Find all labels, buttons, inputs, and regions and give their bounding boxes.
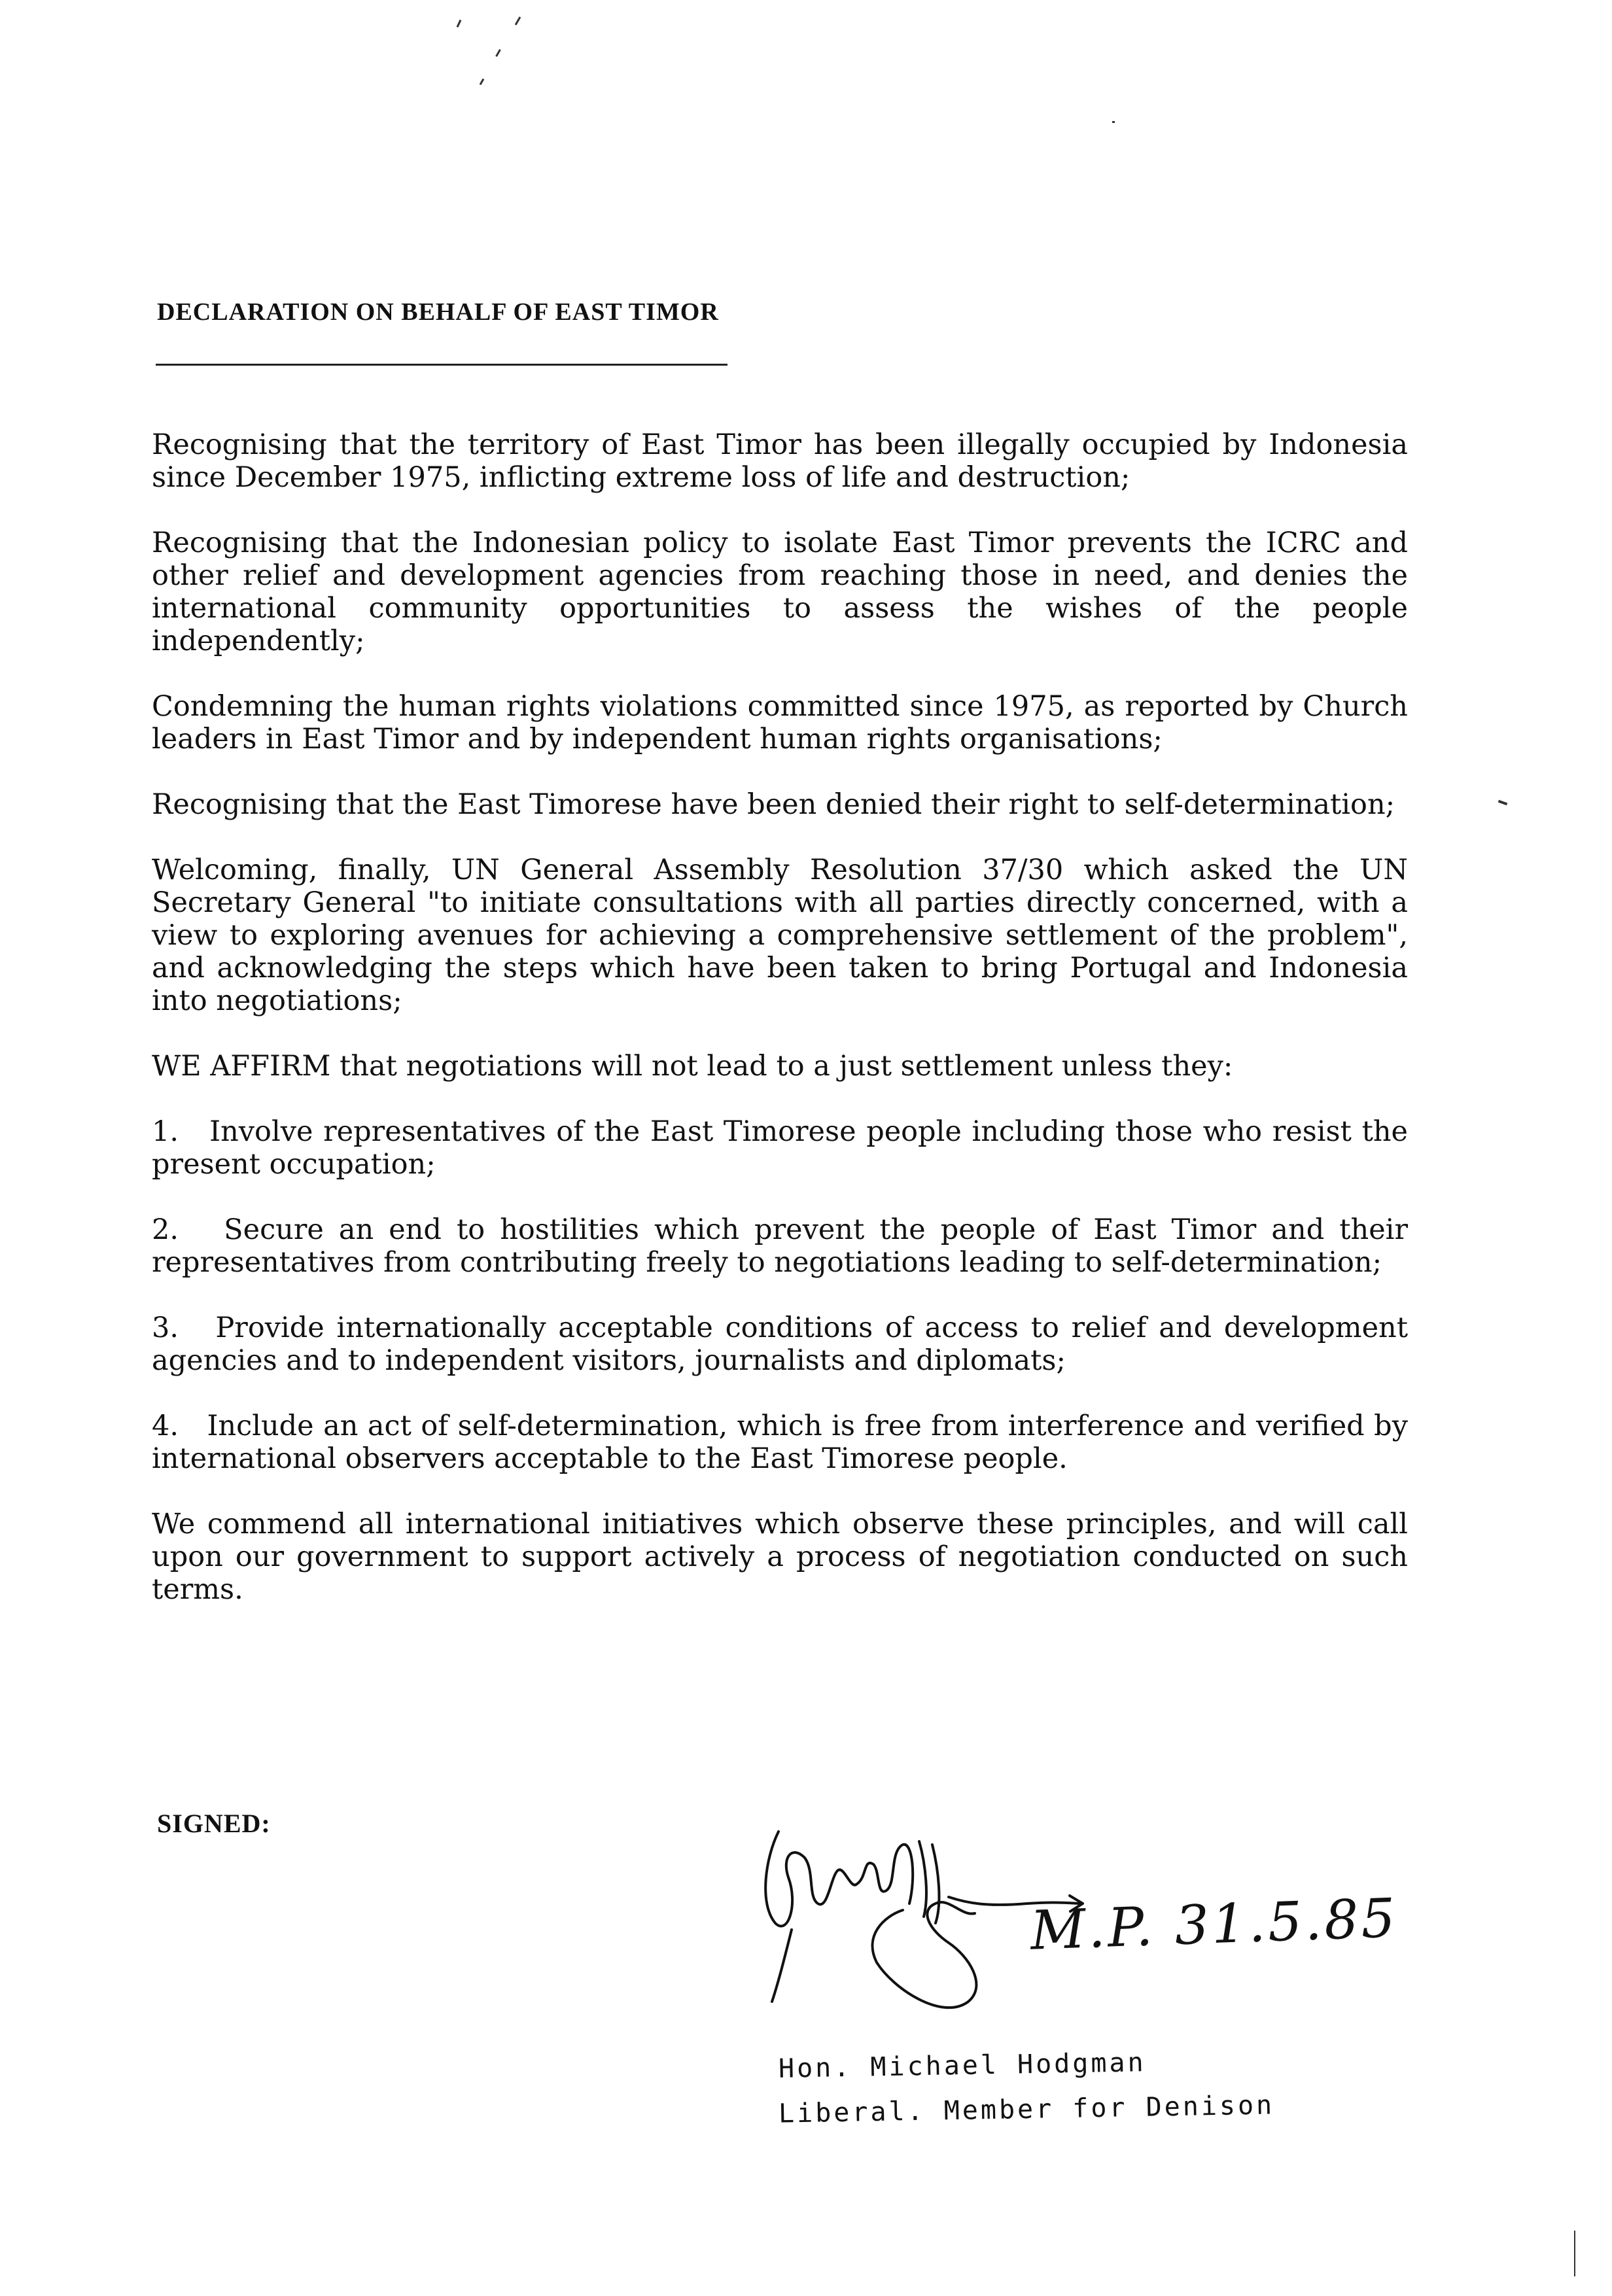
signatory-affiliation: Liberal. Member for Denison <box>778 2090 1275 2129</box>
list-item-number: 4. <box>152 1410 179 1442</box>
signed-label: SIGNED: <box>157 1809 271 1838</box>
list-item-text: Involve representatives of the East Timorese people including those who resist the present occupation; <box>152 1115 1408 1181</box>
scan-speck <box>1112 121 1115 123</box>
paragraph-condemning-violations: Condemning the human rights violations committed since 1975, as reported by Church leaders in East Timor and by independent human rights organisations; <box>152 690 1408 756</box>
list-item-number: 2. <box>152 1213 179 1246</box>
list-item-number: 1. <box>152 1115 179 1148</box>
paragraph-closing: We commend all international initiatives which observe these principles, and will call upon our government to support actively a process of negotiation conducted on such terms. <box>152 1508 1408 1606</box>
paragraph-recognising-occupation: Recognising that the territory of East Timor has been illegally occupied by Indonesia since December 1975, inflicting extreme loss of life and destruction; <box>152 428 1408 494</box>
list-item-number: 3. <box>152 1312 179 1344</box>
list-item-text: Secure an end to hostilities which prevent the people of East Timor and their representatives from contributing freely to negotiations leading to self-determination; <box>152 1213 1408 1279</box>
list-item-1 <box>152 1115 1408 1181</box>
scan-speck <box>1498 800 1508 806</box>
list-item-text: Include an act of self-determination, which is free from interference and verified by international observers acceptable to the East Timorese people. <box>152 1410 1408 1475</box>
paragraph-recognising-isolation: Recognising that the Indonesian policy to isolate East Timor prevents the ICRC and other relief and development agencies from reaching those in need, and denies the international community opportunities to assess the wishes of the people independently; <box>152 527 1408 657</box>
paragraph-we-affirm: WE AFFIRM that negotiations will not lead to a just settlement unless they: <box>152 1050 1233 1083</box>
list-item-2 <box>152 1213 1408 1279</box>
signatory-name: Hon. Michael Hodgman <box>778 2047 1146 2084</box>
scan-speck <box>457 20 462 27</box>
document-title: DECLARATION ON BEHALF OF EAST TIMOR <box>157 298 719 326</box>
scan-speck <box>480 78 485 85</box>
handwritten-mp-date: M.P. 31.5.85 <box>1029 1887 1399 1962</box>
scan-speck <box>1574 2231 1575 2276</box>
paragraph-welcoming-resolution: Welcoming, finally, UN General Assembly Resolution 37/30 which asked the UN Secretary General "to initiate consultations with all parties directly concerned, with a view to exploring avenues for achieving a comprehensive settlement of the problem", and acknowledging the steps which have been taken to bring Portugal and Indonesia into negotiations; <box>152 854 1408 1017</box>
scan-speck <box>515 16 521 26</box>
declaration-body <box>152 428 1408 1639</box>
list-item-4 <box>152 1410 1408 1475</box>
list-item-text: Provide internationally acceptable conditions of access to relief and development agencies and to independent visitors, journalists and diplomats; <box>152 1312 1408 1377</box>
list-item-3 <box>152 1312 1408 1377</box>
paragraph-recognising-self-determination: Recognising that the East Timorese have been denied their right to self-determination; <box>152 788 1395 821</box>
scan-speck <box>495 49 501 57</box>
title-underline <box>156 364 727 366</box>
